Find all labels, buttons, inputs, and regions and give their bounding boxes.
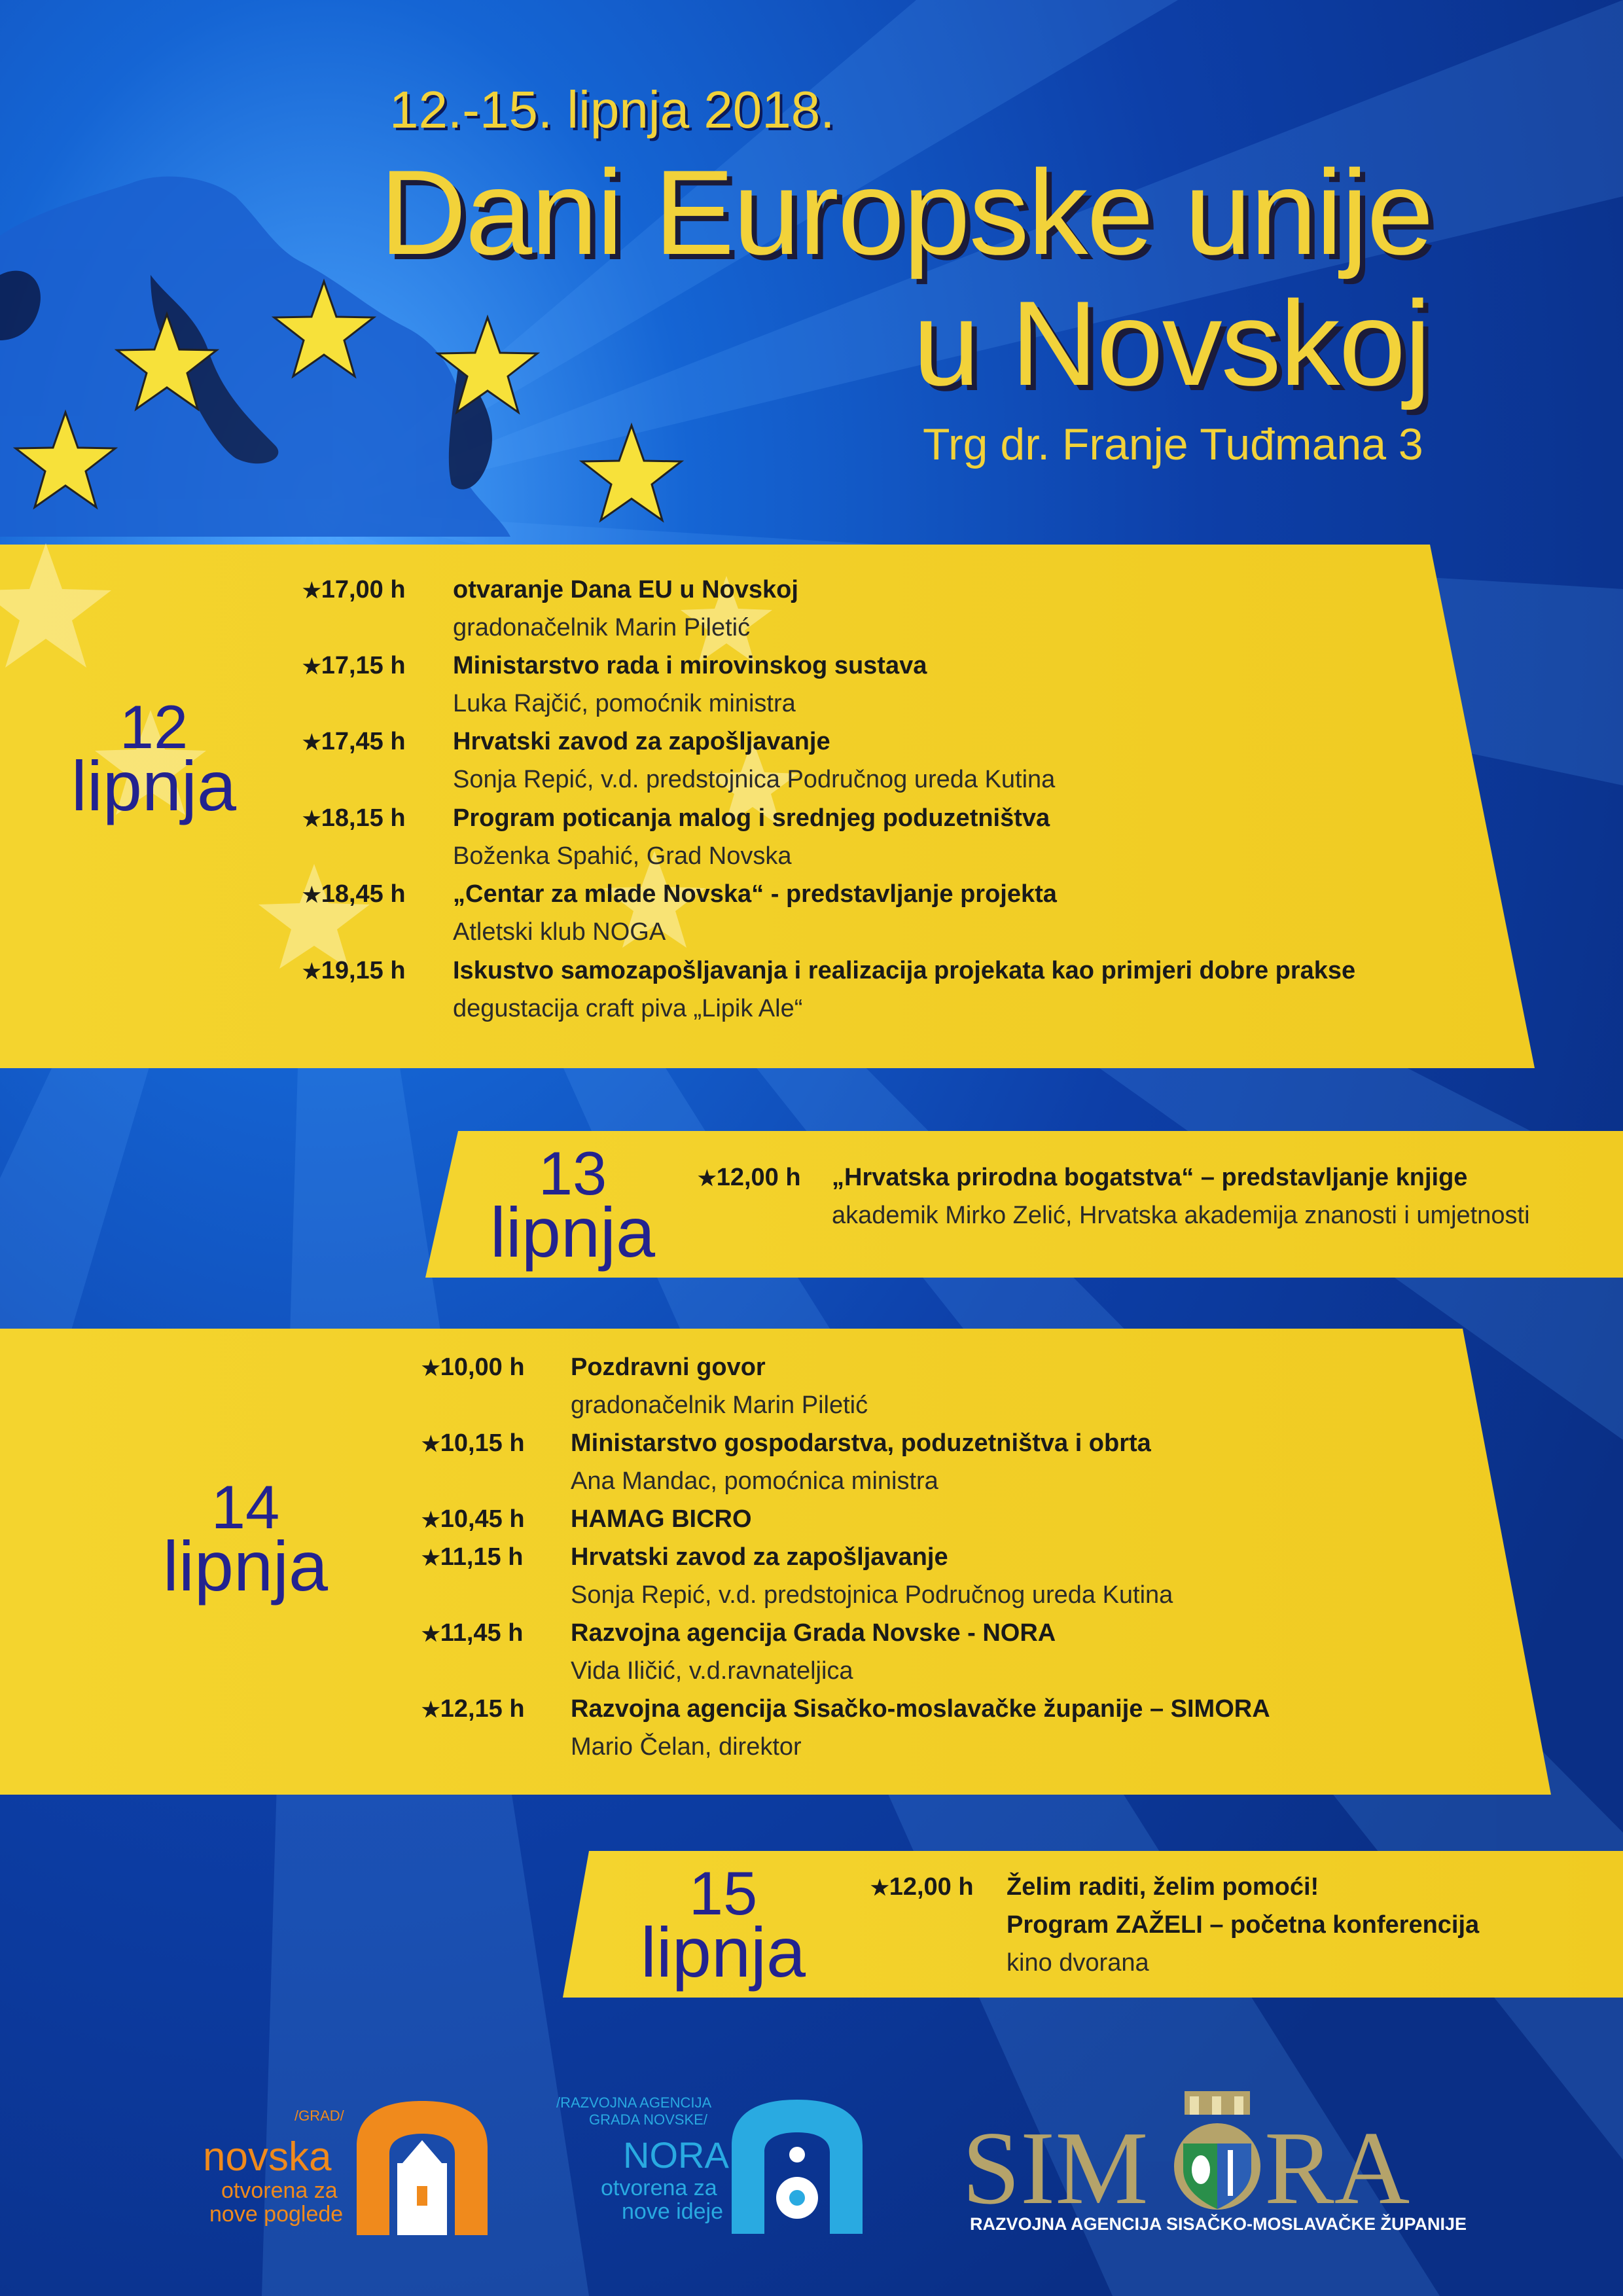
page-title-line1: Dani Europske unije (380, 145, 1433, 279)
event-title: „Centar za mlade Novska“ - predstavljanje projekta (453, 880, 1057, 908)
logo-nora (550, 2094, 864, 2238)
event-title: Hrvatski zavod za zapošljavanje (571, 1543, 948, 1571)
star-icon: ★ (302, 883, 321, 906)
event-subtitle: Boženka Spahić, Grad Novska (453, 842, 792, 870)
simora-coat-of-arms-icon (1171, 2091, 1263, 2215)
day-month: lipnja (71, 745, 237, 825)
event-title: Ministarstvo rada i mirovinskog sustava (453, 652, 927, 679)
event-title-line2: Program ZAŽELI – početna konferencija (1007, 1911, 1480, 1939)
event-title: Iskustvo samozapošljavanja i realizacija projekata kao primjeri dobre prakse (453, 957, 1356, 984)
star-icon: ★ (421, 1356, 440, 1380)
event-title: Želim raditi, želim pomoći! (1007, 1873, 1319, 1901)
page-title-line2: u Novskoj (913, 276, 1430, 410)
star-icon: ★ (421, 1622, 440, 1645)
nora-tag-2: GRADA NOVSKE/ (589, 2111, 707, 2128)
star-icon: ★ (421, 1546, 440, 1570)
star-icon: ★ (302, 655, 321, 678)
logo-novska (196, 2101, 491, 2232)
event-time: 12,00 h (716, 1164, 801, 1191)
event-dates: 12.-15. lipnja 2018. (389, 81, 835, 139)
event-title: Razvojna agencija Sisačko-moslavačke županije – SIMORA (571, 1695, 1270, 1723)
novska-name: novska (203, 2134, 332, 2179)
star-icon: ★ (421, 1508, 440, 1532)
simora-name-left: SIM (962, 2109, 1149, 2226)
event-title: Program poticanja malog i srednjeg poduzetništva (453, 804, 1050, 832)
nora-slogan-1: otvorena za (601, 2176, 717, 2200)
event-time: 19,15 h (321, 957, 406, 984)
novska-tag: /GRAD/ (294, 2108, 344, 2124)
event-subtitle: Ana Mandac, pomoćnica ministra (571, 1467, 938, 1495)
star-icon: ★ (302, 730, 321, 754)
star-icon: ★ (302, 579, 321, 602)
event-time: 10,45 h (440, 1505, 525, 1533)
event-time: 17,00 h (321, 576, 406, 603)
event-subtitle: Mario Čelan, direktor (571, 1733, 802, 1761)
novska-slogan-2: nove poglede (209, 2202, 344, 2227)
nora-name: NORA (623, 2134, 729, 2176)
event-time: 10,15 h (440, 1429, 525, 1457)
day-month: lipnja (162, 1526, 329, 1605)
day-label-12 (46, 692, 262, 825)
logo-simora (955, 2091, 1467, 2242)
day-label-13 (471, 1139, 674, 1272)
day-month: lipnja (490, 1192, 656, 1272)
event-time: 17,15 h (321, 652, 406, 679)
event-subtitle: Luka Rajčić, pomoćnik ministra (453, 690, 796, 717)
event-subtitle: Atletski klub NOGA (453, 918, 666, 946)
novska-slogan-1: otvorena za (221, 2178, 338, 2203)
star-icon: ★ (870, 1876, 889, 1899)
event-title: Razvojna agencija Grada Novske - NORA (571, 1619, 1056, 1647)
novska-church-icon (357, 2101, 488, 2235)
event-time: 17,45 h (321, 728, 406, 755)
event-title: „Hrvatska prirodna bogatstva“ – predstavljanje knjige (832, 1164, 1468, 1191)
event-title: otvaranje Dana EU u Novskoj (453, 576, 798, 603)
event-subtitle: gradonačelnik Marin Piletić (571, 1391, 868, 1419)
nora-gear-icon (732, 2100, 863, 2234)
event-subtitle: akademik Mirko Zelić, Hrvatska akademija znanosti i umjetnosti (832, 1202, 1530, 1229)
day-number: 13 (538, 1139, 607, 1208)
simora-name-right: RA (1264, 2109, 1410, 2226)
event-time: 12,00 h (889, 1873, 974, 1901)
event-title: HAMAG BICRO (571, 1505, 752, 1533)
event-time: 10,00 h (440, 1354, 525, 1381)
event-title: Ministarstvo gospodarstva, poduzetništva i obrta (571, 1429, 1151, 1457)
event-time: 12,15 h (440, 1695, 525, 1723)
star-icon: ★ (302, 960, 321, 983)
star-icon: ★ (302, 807, 321, 831)
event-time: 11,15 h (440, 1543, 524, 1571)
event-subtitle: kino dvorana (1007, 1949, 1149, 1977)
day-number: 12 (119, 692, 188, 761)
nora-slogan-2: nove ideje (622, 2199, 724, 2224)
event-time: 18,15 h (321, 804, 406, 832)
day-label-15 (622, 1859, 825, 1992)
day-number: 15 (688, 1859, 758, 1928)
nora-tag-1: /RAZVOJNA AGENCIJA (556, 2094, 712, 2111)
event-subtitle: degustacija craft piva „Lipik Ale“ (453, 995, 803, 1022)
event-time: 18,45 h (321, 880, 406, 908)
event-time: 11,45 h (440, 1619, 524, 1647)
day-month: lipnja (640, 1912, 806, 1992)
day-number: 14 (211, 1473, 280, 1541)
star-icon: ★ (698, 1166, 717, 1190)
event-subtitle: Sonja Repić, v.d. predstojnica Područnog ureda Kutina (453, 766, 1056, 793)
event-subtitle: Vida Iličić, v.d.ravnateljica (571, 1657, 853, 1685)
venue-address: Trg dr. Franje Tuđmana 3 (923, 420, 1423, 469)
event-title: Pozdravni govor (571, 1354, 766, 1381)
simora-subtitle: RAZVOJNA AGENCIJA SISAČKO-MOSLAVAČKE ŽUPANIJE (970, 2214, 1467, 2234)
event-subtitle: Sonja Repić, v.d. predstojnica Područnog ureda Kutina (571, 1581, 1173, 1609)
star-icon: ★ (421, 1698, 440, 1721)
event-subtitle: gradonačelnik Marin Piletić (453, 614, 751, 641)
event-title: Hrvatski zavod za zapošljavanje (453, 728, 830, 755)
star-icon: ★ (421, 1432, 440, 1456)
day-label-14 (137, 1473, 353, 1605)
